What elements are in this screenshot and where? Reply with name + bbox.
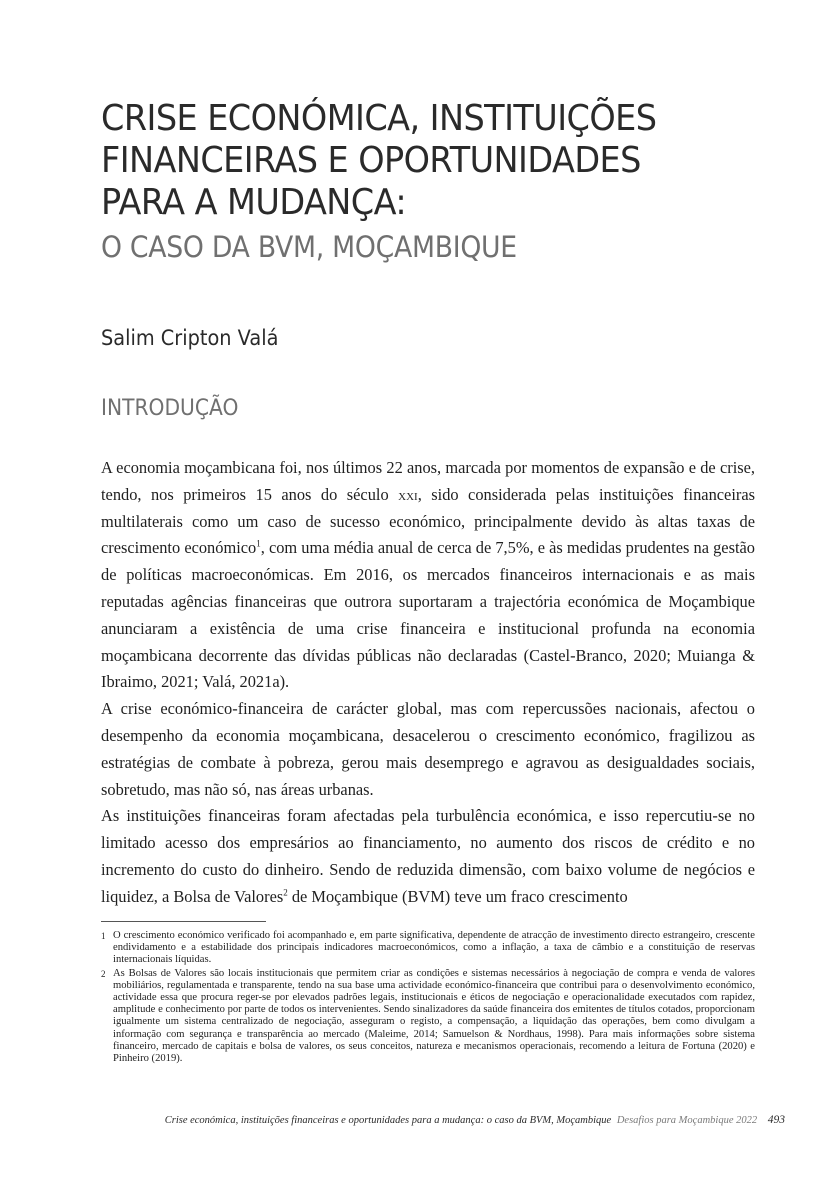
section-heading: INTRODUÇÃO [101, 396, 239, 421]
footnote-text: As Bolsas de Valores são locais institucionais que permitem criar as condições e sistemas necessários à negociação de compra e venda de valores mobiliários, regulamentada e transparente, tendo na sua base uma actividade económico-financeira que contribui para o desenvolvimento económico, actividade essa que procura reger-se por elevados padrões legais, institucionais e éticos de negociação e operacionalidade executados com rapidez, amplitude e conhecimento por parte de todos os intervenientes. Sendo sinalizadores da saúde financeira dos emitentes de títulos cotados, proporcionam igualmente um sistema centralizado de negociação, asseguram o registo, a compensação, a liquidação das operações, bem como divulgam a informação com segurança e transparência ao mercado (Maleime, 2014; Samuelson & Nordhaus, 1998). Para mais informações sobre sistema financeiro, mercado de capitais e bolsa de valores, os seus conceitos, natureza e mecanismos operacionais, recomendo a leitura de Fortuna (2020) e Pinheiro (2019). [113, 967, 755, 1065]
footnote [101, 968, 755, 1066]
footnote-number: 2 [101, 968, 106, 979]
paragraph: As instituições financeiras foram afectadas pela turbulência económica, e isso repercutiu-se no limitado acesso dos empresários ao financiamento, no aumento dos riscos de crédito e no incremento do custo do dinheiro. Sendo de reduzida dimensão, com baixo volume de negócios e liquidez, a Bolsa de Valores$^2$ de Moçambique (BVM) teve um fraco crescimento [101, 806, 755, 906]
page-footer [165, 1114, 785, 1126]
footnote-number: 1 [101, 931, 106, 941]
chapter-title [101, 98, 656, 224]
century-numeral: xxi [398, 484, 418, 504]
footnote-ref[interactable]: 1 [256, 538, 261, 549]
footnotes [101, 930, 755, 1066]
chapter-title-line: FINANCEIRAS E OPORTUNIDADES [101, 140, 641, 181]
chapter-title-line: PARA A MUDANÇA: [101, 182, 407, 223]
footnote [101, 930, 755, 967]
paragraph: A crise económico-financeira de carácter global, mas com repercussões nacionais, afectou o desempenho da economia moçambicana, desacelerou o crescimento económico, fragilizou as estratégias de combate à pobreza, gerou mais desemprego e agravou as desigualdades sociais, sobretudo, mas não só, nas áreas urbanas. [101, 699, 755, 799]
footnote-text: O crescimento económico verificado foi acompanhado e, em parte significativa, dependente de atracção de investimento directo estrangeiro, crescente endividamento e a estabilidade dos principais indicadores macroeconómicos, como a inflação, a taxa de câmbio e a constituição de reservas internacionais líquidas. [113, 930, 755, 966]
footnote-divider [101, 921, 266, 922]
author-name: Salim Cripton Valá [101, 326, 279, 350]
body-text [101, 455, 755, 911]
paragraph: A economia moçambicana foi, nos últimos 22 anos, marcada por momentos de expansão e de crise, tendo, nos primeiros 15 anos do século xxi, sido considerada pelas instituições financeiras multilaterais como um caso de sucesso económico, principalmente devido às altas taxas de crescimento económico$^1$, com uma média anual de cerca de 7,5%, e às medidas prudentes na gestão de políticas macroeconómicas. Em 2016, os mercados financeiros internacionais e as mais reputadas agências financeiras que outrora suportaram a trajectória económica de Moçambique anunciaram a existência de uma crise financeira e institucional profunda na economia moçambicana decorrente das dívidas públicas não declaradas (Castel-Branco, 2020; Muianga & Ibraimo, 2021; Valá, 2021a). [101, 458, 755, 692]
chapter-subtitle: O CASO DA BVM, MOÇAMBIQUE [101, 230, 517, 264]
footnote-ref[interactable]: 2 [283, 887, 288, 898]
series-title: Desafios para Moçambique 2022 [616, 1115, 758, 1126]
page-number: 493 [767, 1114, 785, 1126]
running-title: Crise económica, instituições financeiras e oportunidades para a mudança: o caso da BVM, Moçambique [164, 1115, 612, 1126]
chapter-title-line: CRISE ECONÓMICA, INSTITUIÇÕES [101, 98, 657, 139]
